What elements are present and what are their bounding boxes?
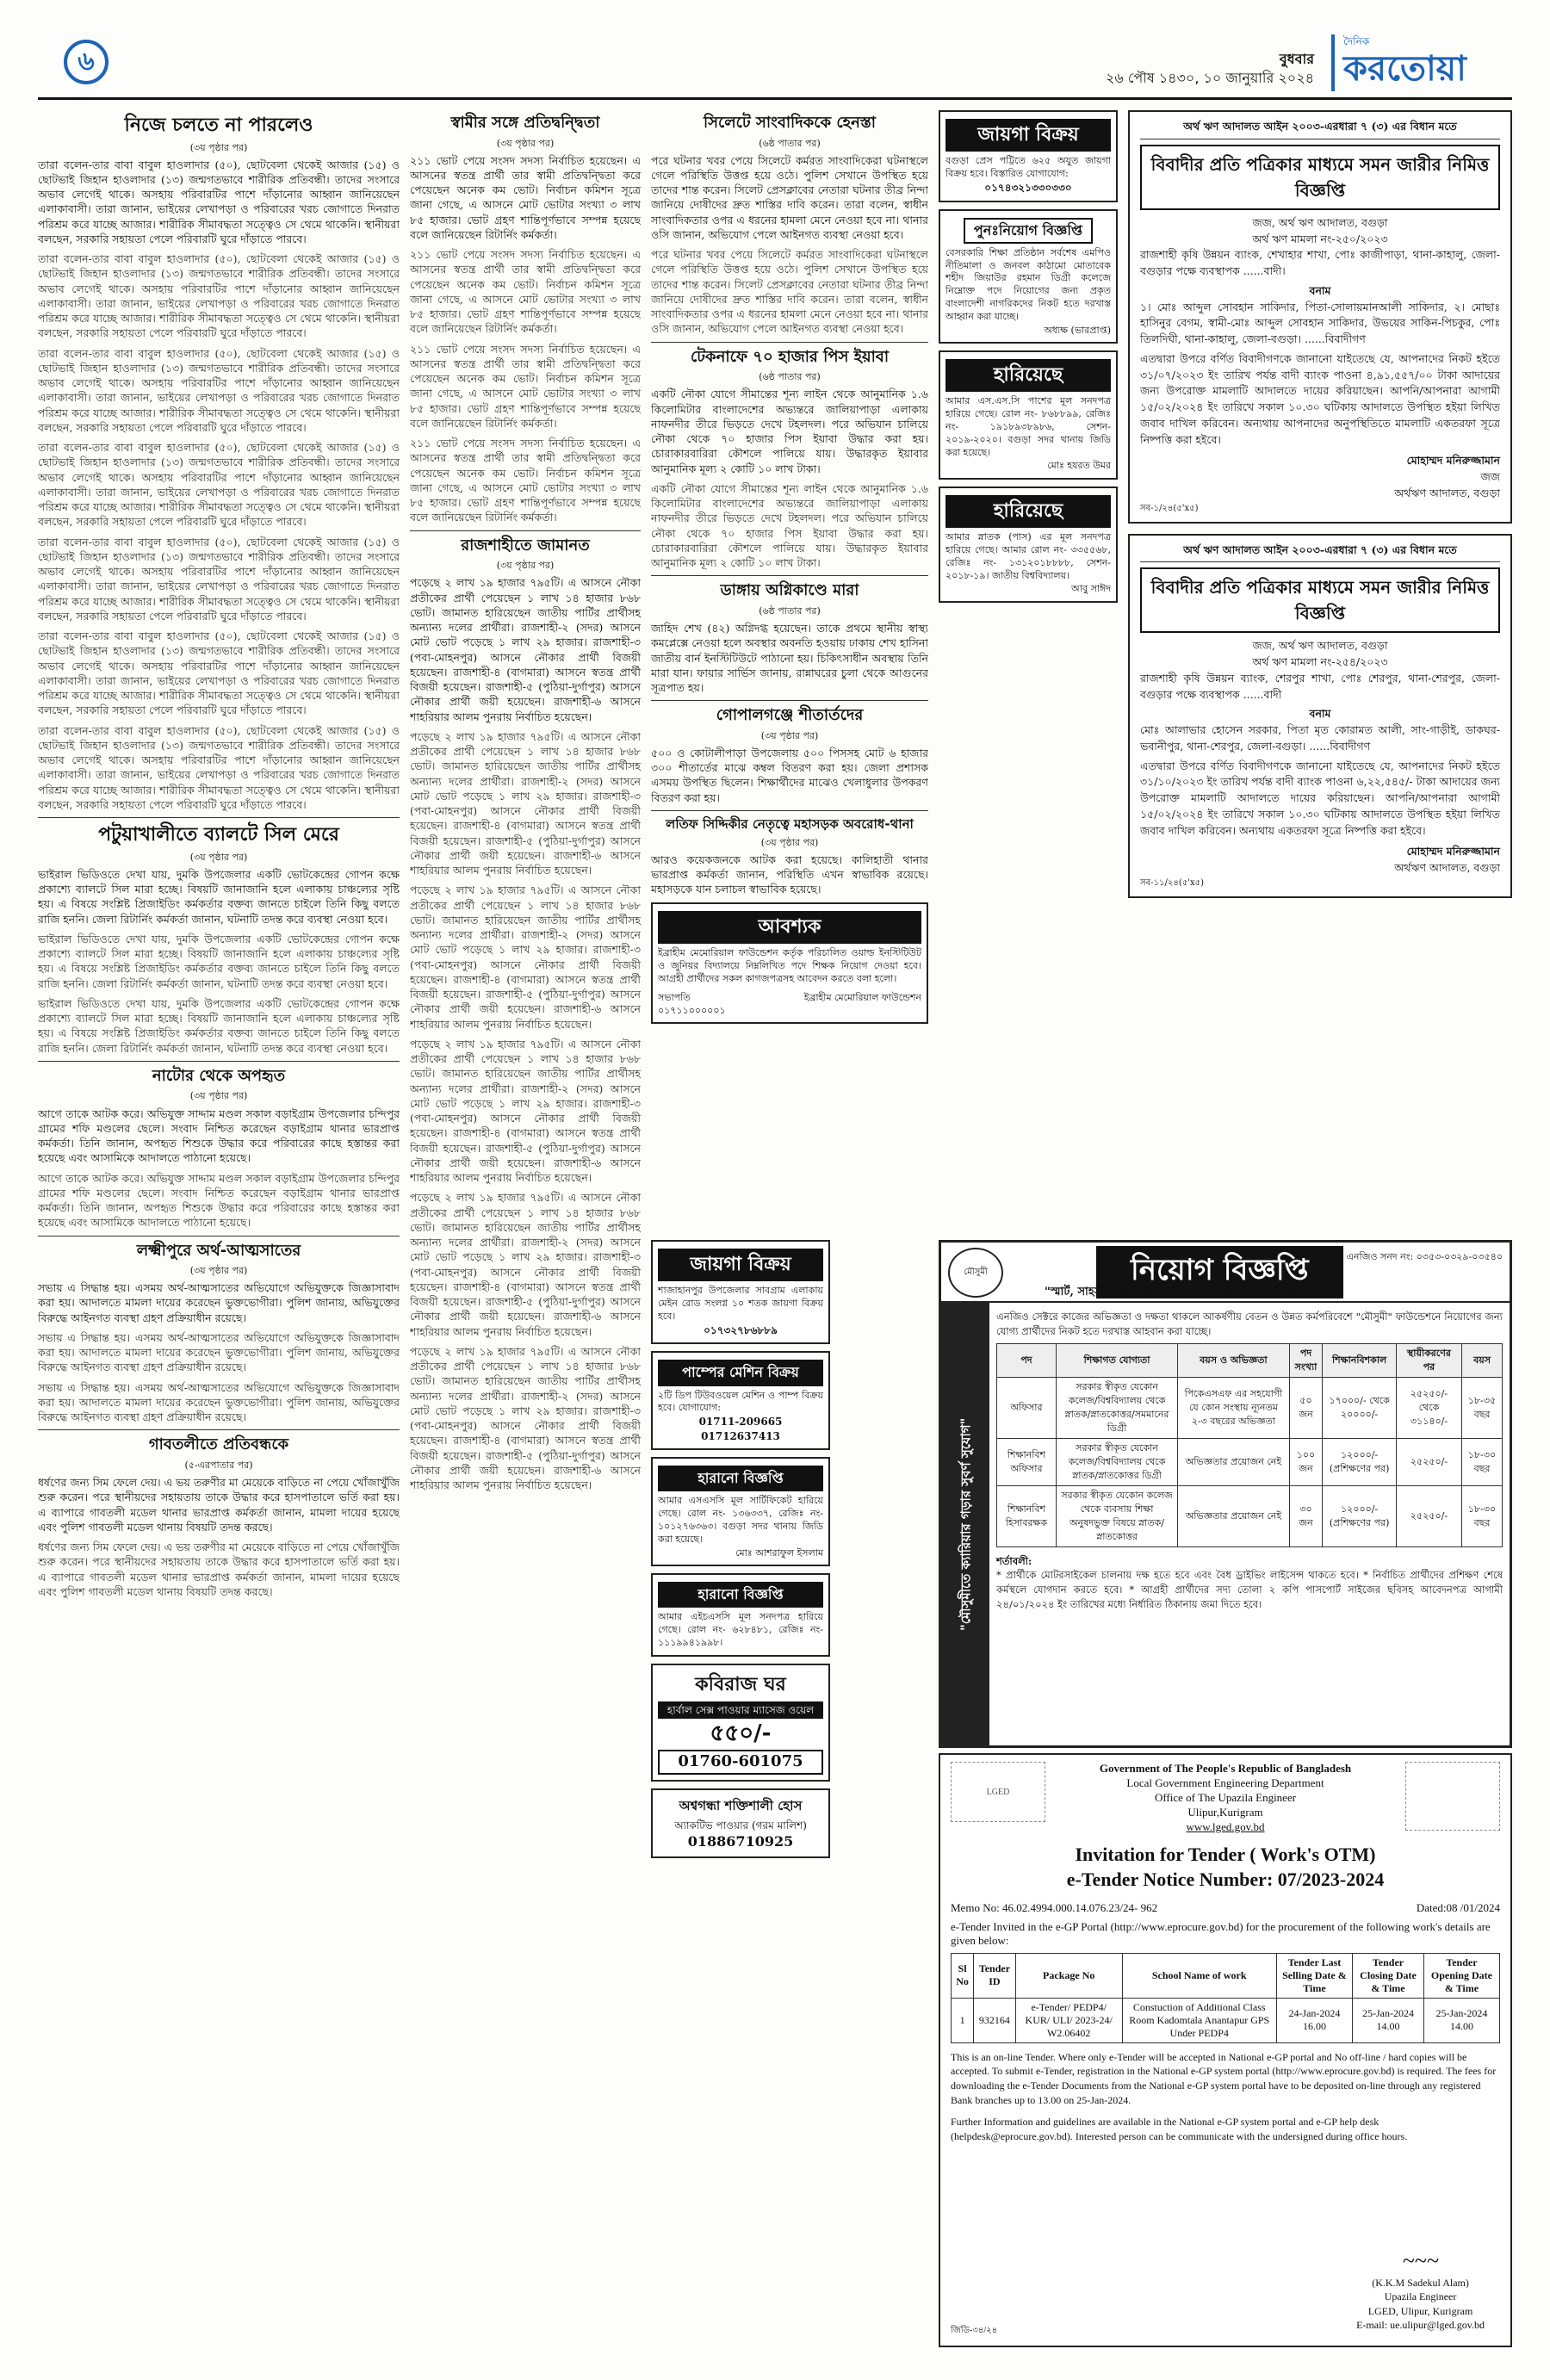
side-banner: "মৌসুমীতে ক্যারিয়ার গড়ার সুবর্ণ সুযোগ" [941,1303,989,1745]
story-body: তারা বলেন-তার বাবা বাবুল হাওলাদার (৫০), ছোটবেলা থেকেই আজার (১৫) ও ছোটভাই জিহান হাওলাদার (১৩) জন্মগতভাবে শারীরিক প্রতিবন্ধী। তাদের সংসারে অভাব লেগেই থাকে। অসহায় পরিবারটির পাশে দাঁড়ানোর আহ্বান জানিয়েছেন এলাকাবাসী। তারা জানান, ভাইয়ের লেখাপড়া ও পরিবারের খরচ জোগাতে দিনরাত পরিশ্রম করে যাচ্ছে আজার। শারীরিক সীমাবদ্ধতা সত্ত্বেও সে থেমে থাকেনি। স্থানীয়রা বলছেন, সরকারি সহায়তা পেলে পরিবারটি ঘুরে দাঁড়াতে পারবে। [38,441,400,529]
story-body: পরে ঘটনার খবর পেয়ে সিলেটে কর্মরত সাংবাদিকেরা ঘটনাস্থলে গেলে পরিস্থিতি উত্তপ্ত হয়ে ওঠে। পুলিশ সেখানে উপস্থিত হয়ে তাদের শান্ত করেন। সিলেট প্রেসক্লাবের নেতারা ঘটনার তীব্র নিন্দা জানিয়ে দোষীদের দ্রুত শাস্তির দাবি করেন। তারা বলেন, স্বাধীন সাংবাদিকতার ওপর এ ধরনের হামলা মেনে নেওয়া হবে না। থানার ওসি জানান, অভিযোগ পেলে আইনগত ব্যবস্থা নেওয়া হবে। [651,153,928,241]
story-body: একটি নৌকা যোগে সীমান্তের শূন্য লাইন থেকে আনুমানিক ১.৬ কিলোমিটার বাংলাদেশের অভ্যন্তরে জালিয়াপাড়া এলাকায় নাফনদীর তীরে ভিড়তে দেখে টহলদল। পরে অভিযান চালিয়ে নৌকা থেকে ৭০ হাজার পিস ইয়াবা উদ্ধার করা হয়। চোরাকারবারিরা কৌশলে পালিয়ে যায়। উদ্ধারকৃত ইয়াবার আনুমানিক মূল্য ২ কোটি ১০ লাখ টাকা। [651,481,928,570]
ad-title: পুনঃনিয়োগ বিজ্ঞপ্তি [964,218,1093,244]
story-body: পড়েছে ২ লাখ ১৯ হাজার ৭৯৫টি। এ আসনে নৌকা প্রতীকের প্রার্থী পেয়েছেন ১ লাখ ১৪ হাজার ৮৬৮ ভোট। জামানত হারিয়েছেন জাতীয় পার্টির প্রার্থীসহ অন্যান্য দলের প্রার্থীরা। রাজশাহী-২ (সদর) আসনে মোট ভোট পড়েছে ১ লাখ ২৯ হাজার। রাজশাহী-৩ (পবা-মোহনপুর) আসনে নৌকার প্রার্থী বিজয়ী হয়েছেন। রাজশাহী-৪ (বাগমারা) আসনে স্বতন্ত্র প্রার্থী বিজয়ী হয়েছেন। রাজশাহী-৫ (পুঠিয়া-দুর্গাপুর) আসনে নৌকার প্রার্থী জয়ী হয়েছেন। রাজশাহী-৬ আসনে শাহরিয়ার আলম পুনরায় নির্বাচিত হয়েছেন। [410,576,641,723]
story-body: ভাইরাল ভিডিওতে দেখা যায়, দুমকি উপজেলার একটি ভোটকেন্দ্রের গোপন কক্ষে প্রকাশ্যে ব্যালটে সিল মারা হচ্ছে। বিষয়টি জানাজানি হলে এলাকায় চাঞ্চল্যের সৃষ্টি হয়। এ বিষয়ে সংশ্লিষ্ট প্রিজাইডিং কর্মকর্তার বক্তব্য জানতে চাইলে তিনি কিছু বলতে রাজি হননি। জেলা রিটার্নিং কর্মকর্তা জানান, ঘটনাটি তদন্ত করে ব্যবস্থা নেওয়া হবে। [38,996,400,1055]
ad-body: ২টি ডিপ টিউবওয়েল মেশিন ও পাম্প বিক্রয় হবে। যোগাযোগ: [658,1389,823,1414]
ad-name: মোঃ হযরত উমর [1047,460,1111,472]
notice-plaintiff: রাজশাহী কৃষি উন্নয়ন ব্যাংক, শেখাহার শাখা, পোঃ কাজীপাড়া, থানা-কাহালু, জেলা-বগুড়ার পক্ষে ব্যবস্থাপক ......বাদী। [1140,248,1500,277]
story-body: ধর্ষণের জন্য সিম ফেলে দেয়। এ ভয় তরুণীর মা মেয়েকে বাড়িতে না পেয়ে খোঁজাখুঁজি শুরু করেন। পরে স্থানীয়দের সহায়তায় তাকে উদ্ধার করে হাসপাতালে ভর্তি করা হয়। এ ব্যাপারে গাবতলী মডেল থানার ভারপ্রাপ্ত কর্মকর্তা জানান, মামলা দায়ের হয়েছে এবং পুলিশ গাবতলী মডেল থানায় বিষয়টি তদন্ত করছে। [38,1476,400,1534]
ad-title: অশ্বগন্ধা শক্তিশালী হোস [679,1798,803,1814]
ad-title: হারিয়েছে [946,495,1111,528]
cell-id: 932164 [974,1998,1016,2042]
portrait-icon [1405,1762,1500,1831]
sig-place: LGED, Ulipur, Kurigram [1367,2304,1473,2317]
story-body: সভায় এ সিদ্ধান্ত হয়। এসময় অর্থ-আত্মসাতের অভিযোগে অভিযুক্তকে জিজ্ঞাসাবাদ করা হয়। আদালতে মামলা দায়ের করেছেন ভুক্তভোগীরা। পুলিশ জানায়, অভিযুক্তের বিরুদ্ধে আইনগত ব্যবস্থা গ্রহণ প্রক্রিয়াধীন রয়েছে। [38,1380,400,1424]
ad-phone: 01886710925 [687,1833,794,1850]
story-body: তারা বলেন-তার বাবা বাবুল হাওলাদার (৫০), ছোটবেলা থেকেই আজার (১৫) ও ছোটভাই জিহান হাওলাদার (১৩) জন্মগতভাবে শারীরিক প্রতিবন্ধী। তাদের সংসারে অভাব লেগেই থাকে। অসহায় পরিবারটির পাশে দাঁড়ানোর আহ্বান জানিয়েছেন এলাকাবাসী। তারা জানান, ভাইয়ের লেখাপড়া ও পরিবারের খরচ জোগাতে দিনরাত পরিশ্রম করে যাচ্ছে আজার। শারীরিক সীমাবদ্ধতা সত্ত্বেও সে থেমে থাকেনি। স্থানীয়রা বলছেন, সরকারি সহায়তা পেলে পরিবারটি ঘুরে দাঁড়াতে পারবে। [38,629,400,717]
ad-body: বগুড়া প্রেস পট্টিতে ৬২৫ অযুত জায়গা বিক্রয় হবে। বিস্তারিত যোগাযোগ: [946,155,1111,180]
ad-phone: 01712637413 [701,1429,780,1442]
recruitment-title: নিয়োগ বিজ্ঞপ্তি [1096,1246,1343,1298]
ad-phone: ০১৭৩২৭৮৬৮৮৯ [704,1323,778,1336]
table-row [997,1378,1503,1439]
story-continued: (৬ষ্ঠ পাতার পর) [759,371,821,383]
ad-title: জায়গা বিক্রয় [946,119,1111,152]
ad-body: বেসরকারি শিক্ষা প্রতিষ্ঠান সর্বশেষ এমপিও নীতিমালা ও জনবল কাঠামো মোতাবেক শহীদ জিয়াউর রহমান ডিগ্রী কলেজে নিম্নোক্ত পদে নিয়োগের জন্য প্রকৃত বাংলাদেশী নাগরিকদের নিকট হতে দরখাস্ত আহ্বান করা যাচ্ছে। [946,246,1111,322]
ad-body: আমার এসএসসি মূল সার্টিফিকেট হারিয়ে গেছে। রোল নং- ১৩৬৩৩৭, রেজিঃ নং- ১০১২৭৬৩৬৩। বগুড়া সদর থানায় জিডি করা হয়েছে। [658,1495,823,1545]
notice-body: এতদ্বারা উপরে বর্ণিত বিবাদীগণকে জানানো যাইতেছে যে, আপনাদের নিকট হইতে ৩১/১০/২০২৩ ইং তারিখ পর্যন্ত বাদী ব্যাংক পাওনা ৬,২২,৫৪৫/- টাকা আদায়ের জন্য উপরোক্ত মামলাটি আদালতে দায়ের করিয়াছেন। আপনি/আপনারা আগামী ১৫/০২/২০২৪ ইং তারিখে সকাল ১০.৩০ ঘটিকায় আদালতে উপস্থিত হইয়া লিখিত জবাব দাখিল করিবেন। অন্যথায় একতরফা সূত্রে নিষ্পত্তি করা হইবে। [1140,759,1500,837]
story-continued: (৩য় পৃষ্ঠার পর) [189,1090,248,1102]
tender-info: Further Information and guidelines are available in the National e-GP system portal and e-GP help desk (helpdesk@eprocure.gov.bd). Interested person can be communicate with the undersigned during office hours. [951,2115,1408,2142]
memo-line [951,1901,1500,1915]
notice-ref: সব-১/২৪(৫'x৫) [1140,503,1199,513]
story-headline: টেকনাফে ৭০ হাজার পিস ইয়াবা [690,347,890,366]
story-headline: নাটোর থেকে অপহৃত [152,1066,286,1085]
table-row [997,1485,1503,1546]
cell-sl: 1 [952,1998,974,2042]
tender-title-1: Invitation for Tender ( Work's OTM) [1075,1844,1376,1866]
ad-body: আমার এস.এস.সি পাশের মূল সনদপত্র হারিয়ে গেছে। রোল নং- ৮৬৮৮৯৯, রেজিঃ নং- ১৯১৮৯৩৮৯৮৬, সেশন- ২০১৯-২০২০। বগুড়া সদর থানায় জিডি করা হয়েছে। [946,395,1111,458]
tender-intro: e-Tender Invited in the e-GP Portal (http://www.eprocure.gov.bd) for the procurement of the following work's details are given below: [951,1919,1491,1947]
masthead [38,34,1512,100]
ad-org: ইব্রাহীম মেমোরিয়াল ফাউন্ডেশন [803,991,921,1003]
ad-subtitle: অ্যাকটিভ পাওয়ার (গরম মালিশ) [674,1819,807,1831]
ad-name: আবু সাঈদ [1071,583,1111,595]
cell-pkg: e-Tender/ PEDP4/ KUR/ ULI/ 2023-24/ W2.06402 [1015,1998,1122,2042]
cell-exp: পিকেএসএফ এর সহযোগী যে কোন সংস্থায় ন্যূনতম ২-৩ বছরের অভিজ্ঞতা [1178,1378,1289,1439]
cell-age: ১৮-৩০ বছর [1462,1485,1503,1546]
notice-plaintiff: রাজশাহী কৃষি উন্নয়ন ব্যাংক, শেরপুর শাখা, পোঃ শেরপুর, থানা-শেরপুর, জেলা-বগুড়ার পক্ষে ব্যবস্থাপক ......বাদী [1140,671,1500,701]
ad-body: ইব্রাহীম মেমোরিয়াল ফাউন্ডেশন কর্তৃক পরিচালিত ওয়াল্ড ইনস্টিটিউট ও জুনিয়র বিদ্যালয়ে নিম্নলিখিত পদে শিক্ষক নিয়োগ দেওয়া হবে। আগ্রহী প্রার্থীদের সকল কাগজপত্রসহ আবেদন করতে বলা হলো। [658,946,921,984]
story-body: তারা বলেন-তার বাবা বাবুল হাওলাদার (৫০), ছোটবেলা থেকেই আজার (১৫) ও ছোটভাই জিহান হাওলাদার (১৩) জন্মগতভাবে শারীরিক প্রতিবন্ধী। তাদের সংসারে অভাব লেগেই থাকে। অসহায় পরিবারটির পাশে দাঁড়ানোর আহ্বান জানিয়েছেন এলাকাবাসী। তারা জানান, ভাইয়ের লেখাপড়া ও পরিবারের খরচ জোগাতে দিনরাত পরিশ্রম করে যাচ্ছে আজার। শারীরিক সীমাবদ্ধতা সত্ত্বেও সে থেমে থাকেনি। স্থানীয়রা বলছেন, সরকারি সহায়তা পেলে পরিবারটি ঘুরে দাঁড়াতে পারবে। [38,158,400,245]
th-age: বয়স [1462,1344,1503,1378]
logo-name: করতোয়া [1343,49,1466,89]
notice-banner: বিবাদীর প্রতি পত্রিকার মাধ্যমে সমন জারীর নিমিত্ত বিজ্ঞপ্তি [1140,567,1500,633]
cell-count: ১০০ জন [1289,1438,1323,1485]
story-continued: (৫-এরপাতার পর) [184,1459,253,1471]
ad-title: হারানো বিজ্ঞপ্তি [658,1466,823,1491]
divider [651,810,928,811]
story-headline: নিজে চলতে না পারলেও [124,115,313,136]
story-body: ২১১ ভোট পেয়ে সংসদ সদস্য নির্বাচিত হয়েছেন। এ আসনের স্বতন্ত্র প্রার্থী তার স্বামী প্রতিদ্বন্দ্বিতা করে পেয়েছেন অনেক কম ভোট। নির্বাচন কমিশন সূত্রে জানা গেছে, এ আসনে মোট ভোটার সংখ্যা ৩ লাখ ৮৫ হাজার। ভোট গ্রহণ শান্তিপূর্ণভাবে সম্পন্ন হয়েছে বলে জানিয়েছেন রিটার্নিং কর্মকর্তা। [410,153,641,241]
story-body: পড়েছে ২ লাখ ১৯ হাজার ৭৯৫টি। এ আসনে নৌকা প্রতীকের প্রার্থী পেয়েছেন ১ লাখ ১৪ হাজার ৮৬৮ ভোট। জামানত হারিয়েছেন জাতীয় পার্টির প্রার্থীসহ অন্যান্য দলের প্রার্থীরা। রাজশাহী-২ (সদর) আসনে মোট ভোট পড়েছে ১ লাখ ২৯ হাজার। রাজশাহী-৩ (পবা-মোহনপুর) আসনে নৌকার প্রার্থী বিজয়ী হয়েছেন। রাজশাহী-৪ (বাগমারা) আসনে স্বতন্ত্র প্রার্থী বিজয়ী হয়েছেন। রাজশাহী-৫ (পুঠিয়া-দুর্গাপুর) আসনে নৌকার প্রার্থী জয়ী হয়েছেন। রাজশাহী-৬ আসনে শাহরিয়ার আলম পুনরায় নির্বাচিত হয়েছেন। [410,1344,641,1492]
ad-phone: ০১৭১১০০০০০১ [658,1004,726,1016]
ad-subtitle: হার্বাল সেক্স পাওয়ার ম্যাসেজ ওয়েল [658,1701,823,1720]
cell-exp: অভিজ্ঞতার প্রয়োজন নেই [1178,1438,1289,1485]
th-edu: শিক্ষাগত যোগ্যতা [1056,1344,1177,1378]
ad-body: আমার এইচএসসি মূল সনদপত্র হারিয়ে গেছে। রোল নং- ৬২৮৪৮১, রেজিঃ নং- ১১১৯৯৪১৯৯৮। [658,1611,823,1648]
th-sl: Sl No [952,1953,974,1998]
recruitment-intro: এনজিও সেক্টরে কাজের অভিজ্ঞতা ও দক্ষতা থাকলে আকর্ষণীয় বেতন ও উন্নত কর্মপরিবেশে "মৌসুমী" ফাউন্ডেশনে নিয়োগের জন্য যোগ্য প্রার্থীদের নিকট হতে দরখাস্ত আহবান করা যাচ্ছে। [996,1311,1503,1337]
horse-ad [651,1788,830,1858]
gov-name: Government of The People's Republic of Bangladesh [1099,1762,1352,1775]
story-continued: (৩য় পৃষ্ঠার পর) [189,1265,248,1277]
story-continued: (৩য় পৃষ্ঠার পর) [189,851,248,863]
story-headline: স্বামীর সঙ্গে প্রতিদ্বন্দ্বিতা [450,114,600,132]
notice-banner: বিবাদীর প্রতি পত্রিকার মাধ্যমে সমন জারীর নিমিত্ত বিজ্ঞপ্তি [1140,145,1500,210]
story-headline: গোপালগঞ্জে শীতার্তদের [716,706,864,725]
tender-title [951,1843,1500,1892]
notice-law: অর্থ ঋণ আদালত আইন ২০০৩-এরধারা ৭ (৩) এর বিধান মতে [1140,542,1500,563]
th-post: পদ [997,1344,1057,1378]
story-continued: (৩য় পৃষ্ঠার পর) [189,141,248,153]
table-row [952,1998,1500,2042]
divider [410,530,641,531]
story-headline: পটুয়াখালীতে ব্যালটে সিল মেরে [98,824,339,846]
story-body: একটি নৌকা যোগে সীমান্তের শূন্য লাইন থেকে আনুমানিক ১.৬ কিলোমিটার বাংলাদেশের অভ্যন্তরে জালিয়াপাড়া এলাকায় নাফনদীর তীরে ভিড়তে দেখে টহলদল। পরে অভিযান চালিয়ে নৌকা থেকে ৭০ হাজার পিস ইয়াবা উদ্ধার করা হয়। চোরাকারবারিরা কৌশলে পালিয়ে যায়। উদ্ধারকৃত ইয়াবার আনুমানিক মূল্য ২ কোটি ১০ লাখ টাকা। [651,387,928,475]
cell-train: ১২০০০/- (প্রশিক্ষণের পর) [1323,1438,1396,1485]
memo-date: Dated:08 /01/2024 [1416,1900,1500,1914]
cell-school: Constuction of Additional Class Room Kadomtala Anantapur GPS Under PEDP4 [1122,1998,1276,2042]
lost-ad [939,350,1118,480]
column-1 [38,110,400,2349]
tender-title-2: e-Tender Notice Number: 07/2023-2024 [1066,1869,1385,1891]
lost-ad [939,487,1118,603]
notice-defendants: ১। মোঃ আব্দুল সোবহান সাকিদার, পিতা-সোলায়মানআলী সাকিদার, ২। মোছাঃ হাসিনুর বেগম, স্বামী-মোঃ আব্দুল সোবহান সাকিদার, উভয়ের সাকিন-পিচকুর, পোঃ তিলদিঘী, থানা-কাহালু, জেলা-বগুড়া। ......বিবাদীগণ [1140,300,1500,345]
cell-edu: সরকার স্বীকৃত যেকোন কলেজ/বিশ্ববিদ্যালয় থেকে স্নাতক/স্নাতকোত্তর/সমমানের ডিগ্রী [1056,1378,1177,1439]
notice-court: জজ, অর্থ ঋণ আদালত, বগুড়া [1252,639,1388,653]
divider [651,575,928,576]
story-body: পড়েছে ২ লাখ ১৯ হাজার ৭৯৫টি। এ আসনে নৌকা প্রতীকের প্রার্থী পেয়েছেন ১ লাখ ১৪ হাজার ৮৬৮ ভোট। জামানত হারিয়েছেন জাতীয় পার্টির প্রার্থীসহ অন্যান্য দলের প্রার্থীরা। রাজশাহী-২ (সদর) আসনে মোট ভোট পড়েছে ১ লাখ ২৯ হাজার। রাজশাহী-৩ (পবা-মোহনপুর) আসনে নৌকার প্রার্থী বিজয়ী হয়েছেন। রাজশাহী-৪ (বাগমারা) আসনে স্বতন্ত্র প্রার্থী বিজয়ী হয়েছেন। রাজশাহী-৫ (পুঠিয়া-দুর্গাপুর) আসনে নৌকার প্রার্থী জয়ী হয়েছেন। রাজশাহী-৬ আসনে শাহরিয়ার আলম পুনরায় নির্বাচিত হয়েছেন। [410,883,641,1031]
cell-last: 24-Jan-2024 16.00 [1276,1998,1352,2042]
court-notice [1128,110,1512,524]
office-name: Office of The Upazila Engineer [1154,1790,1297,1804]
tender-table [951,1953,1500,2043]
notice-judge: মোহাম্মদ মনিরুজ্জামান [1406,454,1500,468]
notice-court: জজ, অর্থ ঋণ আদালত, বগুড়া [1252,215,1388,229]
ad-title: আবশ্যক [658,911,921,944]
ad-title: হারানো বিজ্ঞপ্তি [658,1582,823,1608]
recruitment-body [996,1310,1503,1740]
weekday: বুধবার [1279,51,1314,67]
story-continued: (৩য় পৃষ্ঠার পর) [496,137,555,149]
story-body: ধর্ষণের জন্য সিম ফেলে দেয়। এ ভয় তরুণীর মা মেয়েকে বাড়িতে না পেয়ে খোঁজাখুঁজি শুরু করেন। পরে স্থানীয়দের সহায়তায় তাকে উদ্ধার করে হাসপাতালে ভর্তি করা হয়। এ ব্যাপারে গাবতলী মডেল থানার ভারপ্রাপ্ত কর্মকর্তা জানান, মামলা দায়ের হয়েছে এবং পুলিশ গাবতলী মডেল থানায় বিষয়টি তদন্ত করছে। [38,1540,400,1598]
story-body: আগে তাকে আটক করে। অভিযুক্ত সাদ্দাম মণ্ডল সকাল বড়াইগ্রাম উপজেলার চন্দিপুর গ্রামের শফি মণ্ডলের ছেলে। সংবাদ নিশ্চিত করেছেন বড়াইগ্রাম থানার ভারপ্রাপ্ত কর্মকর্তা। তিনি জানান, অপহৃত শিশুকে উদ্ধার করে পরিবারের কাছে হস্তান্তর করা হয়েছে এবং আসামিকে আদালতে পাঠানো হয়েছে। [38,1171,400,1230]
story-continued: (৩য় পৃষ্ঠার পর) [496,560,555,572]
ad-title: কবিরাজ ঘর [695,1673,786,1695]
divider [38,1061,400,1062]
cell-post: শিক্ষানবিশ হিসাবরক্ষক [997,1485,1057,1546]
tender-ref: জিডি-৩৪/২৪ [951,2326,998,2335]
story-body: পড়েছে ২ লাখ ১৯ হাজার ৭৯৫টি। এ আসনে নৌকা প্রতীকের প্রার্থী পেয়েছেন ১ লাখ ১৪ হাজার ৮৬৮ ভোট। জামানত হারিয়েছেন জাতীয় পার্টির প্রার্থীসহ অন্যান্য দলের প্রার্থীরা। রাজশাহী-২ (সদর) আসনে মোট ভোট পড়েছে ১ লাখ ২৯ হাজার। রাজশাহী-৩ (পবা-মোহনপুর) আসনে নৌকার প্রার্থী বিজয়ী হয়েছেন। রাজশাহী-৪ (বাগমারা) আসনে স্বতন্ত্র প্রার্থী বিজয়ী হয়েছেন। রাজশাহী-৫ (পুঠিয়া-দুর্গাপুর) আসনে নৌকার প্রার্থী জয়ী হয়েছেন। রাজশাহী-৬ আসনে শাহরিয়ার আলম পুনরায় নির্বাচিত হয়েছেন। [410,1191,641,1338]
story-body: ২১১ ভোট পেয়ে সংসদ সদস্য নির্বাচিত হয়েছেন। এ আসনের স্বতন্ত্র প্রার্থী তার স্বামী প্রতিদ্বন্দ্বিতা করে পেয়েছেন অনেক কম ভোট। নির্বাচন কমিশন সূত্রে জানা গেছে, এ আসনে মোট ভোটার সংখ্যা ৩ লাখ ৮৫ হাজার। ভোট গ্রহণ শান্তিপূর্ণভাবে সম্পন্ন হয়েছে বলে জানিয়েছেন রিটার্নিং কর্মকর্তা। [410,437,641,524]
court-notice [1128,534,1512,898]
story-body: ৫০০ ও কোটালীপাড়া উপজেলায় ৫০০ পিসসহ মোট ৬ হাজার ৩০০ শীতার্তের মাঝে কম্বল বিতরণ করা হয়। জেলা প্রশাসক এসময় উপস্থিত ছিলেন। শিক্ষার্থীদের মাঝেও খেলাধুলার উপকরণ বিতরণ করা হয়। [651,746,928,804]
signature-scribble-icon: ~~~ [1402,2248,1439,2274]
story-continued: (৩য় পৃষ্ঠার পর) [760,729,819,741]
story-body: পরে ঘটনার খবর পেয়ে সিলেটে কর্মরত সাংবাদিকেরা ঘটনাস্থলে গেলে পরিস্থিতি উত্তপ্ত হয়ে ওঠে। পুলিশ সেখানে উপস্থিত হয়ে তাদের শান্ত করেন। সিলেট প্রেসক্লাবের নেতারা ঘটনার তীব্র নিন্দা জানিয়ে দোষীদের দ্রুত শাস্তির দাবি করেন। তারা বলেন, স্বাধীন সাংবাদিকতার ওপর এ ধরনের হামলা মেনে নেওয়া হবে না। থানার ওসি জানান, অভিযোগ পেলে আইনগত ব্যবস্থা নেওয়া হবে। [651,248,928,336]
cell-train: ১৭০০০/- থেকে ২০০০০/- [1323,1378,1396,1439]
story-body: পড়েছে ২ লাখ ১৯ হাজার ৭৯৫টি। এ আসনে নৌকা প্রতীকের প্রার্থী পেয়েছেন ১ লাখ ১৪ হাজার ৮৬৮ ভোট। জামানত হারিয়েছেন জাতীয় পার্টির প্রার্থীসহ অন্যান্য দলের প্রার্থীরা। রাজশাহী-২ (সদর) আসনে মোট ভোট পড়েছে ১ লাখ ২৯ হাজার। রাজশাহী-৩ (পবা-মোহনপুর) আসনে নৌকার প্রার্থী বিজয়ী হয়েছেন। রাজশাহী-৪ (বাগমারা) আসনে স্বতন্ত্র প্রার্থী বিজয়ী হয়েছেন। রাজশাহী-৫ (পুঠিয়া-দুর্গাপুর) আসনে নৌকার প্রার্থী জয়ী হয়েছেন। রাজশাহী-৬ আসনে শাহরিয়ার আলম পুনরায় নির্বাচিত হয়েছেন। [410,1037,641,1185]
story-body: তারা বলেন-তার বাবা বাবুল হাওলাদার (৫০), ছোটবেলা থেকেই আজার (১৫) ও ছোটভাই জিহান হাওলাদার (১৩) জন্মগতভাবে শারীরিক প্রতিবন্ধী। তাদের সংসারে অভাব লেগেই থাকে। অসহায় পরিবারটির পাশে দাঁড়ানোর আহ্বান জানিয়েছেন এলাকাবাসী। তারা জানান, ভাইয়ের লেখাপড়া ও পরিবারের খরচ জোগাতে দিনরাত পরিশ্রম করে যাচ্ছে আজার। শারীরিক সীমাবদ্ধতা সত্ত্বেও সে থেমে থাকেনি। স্থানীয়রা বলছেন, সরকারি সহায়তা পেলে পরিবারটি ঘুরে দাঁড়াতে পারবে। [38,252,400,340]
story-headline: সিলেটে সাংবাদিককে হেনস্তা [703,114,877,132]
ad-sig: অধ্যক্ষ (ভারপ্রাপ্ত) [1044,324,1111,336]
th-open: Tender Opening Date & Time [1423,1953,1499,1998]
terms-title: শর্তাবলী: [996,1554,1032,1567]
sig-email: E-mail: ue.ulipur@lged.gov.bd [1356,2318,1485,2331]
story-body: ২১১ ভোট পেয়ে সংসদ সদস্য নির্বাচিত হয়েছেন। এ আসনের স্বতন্ত্র প্রার্থী তার স্বামী প্রতিদ্বন্দ্বিতা করে পেয়েছেন অনেক কম ভোট। নির্বাচন কমিশন সূত্রে জানা গেছে, এ আসনে মোট ভোটার সংখ্যা ৩ লাখ ৮৫ হাজার। ভোট গ্রহণ শান্তিপূর্ণভাবে সম্পন্ন হয়েছে বলে জানিয়েছেন রিটার্নিং কর্মকর্তা। [410,342,641,430]
pump-sale-ad [651,1351,830,1450]
tender-terms: This is an on-line Tender. Where only e-Tender will be accepted in National e-GP portal and No off-line / hard copies will be accepted. To submit e-Tender, registration in the National e-GP system portal (http://www.eprocure.gov.bd) is required. The fees for downloading the e-Tender Documents from the National e-GP system portal have to be deposited on-line through any registered Bank branches up to 13.00 on 25-Jan-2024. [951,2050,1497,2107]
story-body: ভাইরাল ভিডিওতে দেখা যায়, দুমকি উপজেলার একটি ভোটকেন্দ্রের গোপন কক্ষে প্রকাশ্যে ব্যালটে সিল মারা হচ্ছে। বিষয়টি জানাজানি হলে এলাকায় চাঞ্চল্যের সৃষ্টি হয়। এ বিষয়ে সংশ্লিষ্ট প্রিজাইডিং কর্মকর্তার বক্তব্য জানতে চাইলে তিনি কিছু বলতে রাজি হননি। জেলা রিটার্নিং কর্মকর্তা জানান, ঘটনাটি তদন্ত করে ব্যবস্থা নেওয়া হবে। [38,867,400,926]
newspaper-logo [1331,34,1512,91]
cell-count: ৫০ জন [1289,1378,1323,1439]
cell-perm: ২৫২৫০/- [1396,1438,1461,1485]
cell-close: 25-Jan-2024 14.00 [1353,1998,1424,2042]
ad-name: মোঃ আশরাফুল ইসলাম [735,1546,823,1559]
land-sale-ad [939,110,1118,202]
org-logo: মৌসুমী [948,1248,1003,1298]
page-number: ৬ [64,40,108,84]
th-pkg: Package No [1015,1953,1122,1998]
tender-notice [939,1753,1512,2347]
story-body: ২১১ ভোট পেয়ে সংসদ সদস্য নির্বাচিত হয়েছেন। এ আসনের স্বতন্ত্র প্রার্থী তার স্বামী প্রতিদ্বন্দ্বিতা করে পেয়েছেন অনেক কম ভোট। নির্বাচন কমিশন সূত্রে জানা গেছে, এ আসনে মোট ভোটার সংখ্যা ৩ লাখ ৮৫ হাজার। ভোট গ্রহণ শান্তিপূর্ণভাবে সম্পন্ন হয়েছে বলে জানিয়েছেন রিটার্নিং কর্মকর্তা। [410,248,641,336]
cell-perm: ২৫২৫০/- [1396,1485,1461,1546]
divider [38,817,400,818]
cell-train: ১২০০০/- (প্রশিক্ষণের পর) [1323,1485,1396,1546]
ad-phone: 01711-209665 [698,1416,783,1429]
th-count: পদ সংখ্যা [1289,1344,1323,1378]
ngo-registration: এনজিও সনদ নং: ০৩৫৩-০৩২৯-০৩৫৪০ [1346,1251,1503,1262]
lost-notice-ad [651,1573,830,1657]
story-headline: লতিফ সিদ্দিকীর নেতৃত্বে মহাসড়ক অবরোধ-থানা [666,815,914,832]
story-headline: রাজশাহীতে জামানত [461,536,590,555]
th-id: Tender ID [974,1953,1016,1998]
lost-notice-ad [651,1457,830,1566]
th-last: Tender Last Selling Date & Time [1276,1953,1352,1998]
th-perm: স্থায়ীকরণের পর [1396,1344,1461,1378]
website: www.lged.gov.bd [1186,1819,1265,1833]
cell-age: ১৮-৩৫ বছর [1462,1378,1503,1439]
story-headline: ডাঙ্গায় অগ্নিকাণ্ডে মারা [720,581,859,600]
story-body: পড়েছে ২ লাখ ১৯ হাজার ৭৯৫টি। এ আসনে নৌকা প্রতীকের প্রার্থী পেয়েছেন ১ লাখ ১৪ হাজার ৮৬৮ ভোট। জামানত হারিয়েছেন জাতীয় পার্টির প্রার্থীসহ অন্যান্য দলের প্রার্থীরা। রাজশাহী-২ (সদর) আসনে মোট ভোট পড়েছে ১ লাখ ২৯ হাজার। রাজশাহী-৩ (পবা-মোহনপুর) আসনে নৌকার প্রার্থী বিজয়ী হয়েছেন। রাজশাহী-৪ (বাগমারা) আসনে স্বতন্ত্র প্রার্থী বিজয়ী হয়েছেন। রাজশাহী-৫ (পুঠিয়া-দুর্গাপুর) আসনে নৌকার প্রার্থী জয়ী হয়েছেন। রাজশাহী-৬ আসনে শাহরিয়ার আলম পুনরায় নির্বাচিত হয়েছেন। [410,729,641,877]
story-body: তারা বলেন-তার বাবা বাবুল হাওলাদার (৫০), ছোটবেলা থেকেই আজার (১৫) ও ছোটভাই জিহান হাওলাদার (১৩) জন্মগতভাবে শারীরিক প্রতিবন্ধী। তাদের সংসারে অভাব লেগেই থাকে। অসহায় পরিবারটির পাশে দাঁড়ানোর আহ্বান জানিয়েছেন এলাকাবাসী। তারা জানান, ভাইয়ের লেখাপড়া ও পরিবারের খরচ জোগাতে দিনরাত পরিশ্রম করে যাচ্ছে আজার। শারীরিক সীমাবদ্ধতা সত্ত্বেও সে থেমে থাকেনি। স্থানীয়রা বলছেন, সরকারি সহায়তা পেলে পরিবারটি ঘুরে দাঁড়াতে পারবে। [38,723,400,811]
ad-price: ৫৫০/- [710,1720,772,1747]
story-body: সভায় এ সিদ্ধান্ত হয়। এসময় অর্থ-আত্মসাতের অভিযোগে অভিযুক্তকে জিজ্ঞাসাবাদ করা হয়। আদালতে মামলা দায়ের করেছেন ভুক্তভোগীরা। পুলিশ জানায়, অভিযুক্তের বিরুদ্ধে আইনগত ব্যবস্থা গ্রহণ প্রক্রিয়াধীন রয়েছে। [38,1330,400,1374]
office-place: Ulipur,Kurigram [1187,1805,1263,1819]
cell-edu: সরকার স্বীকৃত যেকোন কলেজ থেকে ব্যবসায় শিক্ষা অনুষদভুক্ত বিষয়ে স্নাতক/স্নাতকোত্তর [1056,1485,1177,1546]
column-3 [651,110,928,1230]
date: ২৬ পৌষ ১৪৩০, ১০ জানুয়ারি ২০২৪ [1106,69,1314,86]
story-body: সভায় এ সিদ্ধান্ত হয়। এসময় অর্থ-আত্মসাতের অভিযোগে অভিযুক্তকে জিজ্ঞাসাবাদ করা হয়। আদালতে মামলা দায়ের করেছেন ভুক্তভোগীরা। পুলিশ জানায়, অভিযুক্তের বিরুদ্ধে আইনগত ব্যবস্থা গ্রহণ প্রক্রিয়াধীন রয়েছে। [38,1281,400,1324]
notice-versus: বনাম [1309,707,1331,721]
terms-body: * প্রার্থীকে মোটরসাইকেল চালনায় দক্ষ হতে হবে এবং বৈধ ড্রাইভিং লাইসেন্স থাকতে হবে। * নির্বাচিত প্রার্থীদের প্রশিক্ষণ শেষে কর্মস্থলে যোগদান করতে হবে। * আগ্রহী প্রার্থীদের সদ্য তোলা ২ কপি পাসপোর্ট সাইজের ছবিসহ আবেদনপত্র আগামী ২৪/০১/২০২৪ ইং তারিখের মধ্যে নির্ধারিত ঠিকানায় জমা দিতে হবে। [996,1569,1503,1610]
cell-count: ৩০ জন [1289,1485,1323,1546]
sig-title: Upazila Engineer [1384,2290,1457,2303]
ad-phone: ০১৭৪৩২১৩৩০৩৩০ [984,182,1072,195]
table-row [997,1438,1503,1485]
notice-case: অর্থ ঋণ মামলা নং-২৫৪/২০২৩ [1252,655,1388,668]
th-school: School Name of work [1122,1953,1276,1998]
column-5-notices [1128,110,1512,1264]
memo-no: Memo No: 46.02.4994.000.14.076.23/24- 962 [951,1900,1158,1914]
ad-title: জায়গা বিক্রয় [658,1249,823,1281]
notice-body: এতদ্বারা উপরে বর্ণিত বিবাদীগণকে জানানো যাইতেছে যে, আপনাদের নিকট হইতে ৩১/০৭/২০২৩ ইং তারিখ পর্যন্ত বাদী ব্যাংক পাওনা ৪,৯১,৫৫৭/০০ টাকা আদায়ের জন্য উপরোক্ত মামলাটি আদালতে দায়ের করিয়াছেন। আপনি/আপনারা আগামী ১৫/০২/২০২৪ ইং তারিখে সকাল ১০.৩০ ঘটিকায় আদালতে উপস্থিত হইয়া লিখিত জবাব দাখিল করিবেন। অন্যথায় আপনাদের অনুপস্থিতিতে মামলাটি একতরফা সূত্রে নিষ্পত্তি করা হইবে। [1140,351,1500,446]
story-continued: (৩য় পৃষ্ঠার পর) [760,836,819,848]
th-exp: বয়স ও অভিজ্ঞতা [1178,1344,1289,1378]
ad-title: হারিয়েছে [946,359,1111,392]
ad-body: আমার স্নাতক (পাস) এর মূল সনদপত্র হারিয়ে গেছে। আমার রোল নং- ৩৩৫৫৬৮, রেজিঃ নং- ১৩১২০১৮৮৮৮, সেশন- ২০১৮-১৯। জাতীয় বিশ্ববিদ্যালয়। [946,531,1111,581]
cell-post: শিক্ষানবিশ অফিসার [997,1438,1057,1485]
tender-signature [1356,2246,1485,2332]
story-body: জাহিদ শেখ (৪২) অগ্নিদগ্ধ হয়েছেন। তাকে প্রথমে স্থানীয় স্বাস্থ্য কমপ্লেক্সে নেওয়া হলে অবস্থার অবনতি হওয়ায় ঢাকায় শেখ হাসিনা জাতীয় বার্ন ইনস্টিটিউটে পাঠানো হয়। চিকিৎসাধীন অবস্থায় তিনি মারা যান। ফায়ার সার্ভিস জানায়, রান্নাঘরের চুলা থেকে আগুনের সূত্রপাত হয়। [651,622,928,695]
kabiraj-ad [651,1664,830,1782]
story-body: তারা বলেন-তার বাবা বাবুল হাওলাদার (৫০), ছোটবেলা থেকেই আজার (১৫) ও ছোটভাই জিহান হাওলাদার (১৩) জন্মগতভাবে শারীরিক প্রতিবন্ধী। তাদের সংসারে অভাব লেগেই থাকে। অসহায় পরিবারটির পাশে দাঁড়ানোর আহ্বান জানিয়েছেন এলাকাবাসী। তারা জানান, ভাইয়ের লেখাপড়া ও পরিবারের খরচ জোগাতে দিনরাত পরিশ্রম করে যাচ্ছে আজার। শারীরিক সীমাবদ্ধতা সত্ত্বেও সে থেমে থাকেনি। স্থানীয়রা বলছেন, সরকারি সহায়তা পেলে পরিবারটি ঘুরে দাঁড়াতে পারবে। [38,346,400,434]
story-headline: গাবতলীতে প্রতিবন্ধকে [148,1435,289,1454]
notice-ref: সব-১১/২৪(৫'x৫) [1140,877,1205,888]
logo-small: দৈনিক [1343,35,1370,47]
story-body: তারা বলেন-তার বাবা বাবুল হাওলাদার (৫০), ছোটবেলা থেকেই আজার (১৫) ও ছোটভাই জিহান হাওলাদার (১৩) জন্মগতভাবে শারীরিক প্রতিবন্ধী। তাদের সংসারে অভাব লেগেই থাকে। অসহায় পরিবারটির পাশে দাঁড়ানোর আহ্বান জানিয়েছেন এলাকাবাসী। তারা জানান, ভাইয়ের লেখাপড়া ও পরিবারের খরচ জোগাতে দিনরাত পরিশ্রম করে যাচ্ছে আজার। শারীরিক সীমাবদ্ধতা সত্ত্বেও সে থেমে থাকেনি। স্থানীয়রা বলছেন, সরকারি সহায়তা পেলে পরিবারটি ঘুরে দাঁড়াতে পারবে। [38,535,400,623]
notice-judge: মোহাম্মদ মনিরুজ্জামান [1406,845,1500,858]
lged-emblem-icon: LGED [951,1762,1045,1822]
cell-post: অফিসার [997,1378,1057,1439]
story-continued: (৬ষ্ঠ পাতার পর) [759,137,821,149]
wanted-ad [651,902,928,1024]
notice-judge-title: জজ [1480,470,1500,483]
divider [38,1429,400,1430]
notice-versus: বনাম [1309,283,1331,297]
recruitment-slogan: "স্মার্ট, সাহসী এবং গতিশীলদের জন্য চাকরির সুবর্ণ সুযোগ" [1045,1286,1310,1298]
story-continued: (৬ষ্ঠ পাতার পর) [759,604,821,617]
dept-name: Local Government Engineering Department [1126,1776,1324,1789]
recruitment-ad [939,1240,1512,1748]
story-body: আরও কয়েকজনকে আটক করা হয়েছে। কালিহাতী থানার ভারপ্রাপ্ত কর্মকর্তা জানান, পরিস্থিতি এখন স্বাভাবিক রয়েছে। মহাসড়কে যান চলাচল স্বাভাবিক হয়েছে। [651,852,928,896]
column-2b-classifieds [651,1240,830,2351]
notice-judge-title: অর্থঋণ আদালত, বগুড়া [1394,861,1500,874]
ad-title: পাম্পের মেশিন বিক্রয় [658,1360,823,1385]
story-headline: লক্ষ্মীপুরে অর্থ-আত্মসাতের [136,1241,301,1260]
positions-table [996,1343,1503,1546]
ad-contact: সভাপতি [658,991,691,1003]
notice-law: অর্থ ঋণ আদালত আইন ২০০৩-এরধারা ৭ (৩) এর বিধান মতে [1140,119,1500,139]
notice-case: অর্থ ঋণ মামলা নং-২৫০/২০২৩ [1252,232,1388,245]
notice-defendants: মোঃ আলাভার হোসেন সরকার, পিতা মৃত কোরামত আলী, সাং-গাড়ীই, ডাকঘর-ভবানীপুর, থানা-শেরপুর, জেলা-বগুড়া। ......বিবাদীগণ [1140,723,1500,753]
column-2 [410,110,641,2349]
sig-name: (K.K.M Sadekul Alam) [1372,2277,1469,2290]
th-close: Tender Closing Date & Time [1353,1953,1424,1998]
th-train: শিক্ষানবিশকাল [1323,1344,1396,1378]
cell-age: ১৮-৩০ বছর [1462,1438,1503,1485]
story-body: আগে তাকে আটক করে। অভিযুক্ত সাদ্দাম মণ্ডল সকাল বড়াইগ্রাম উপজেলার চন্দিপুর গ্রামের শফি মণ্ডলের ছেলে। সংবাদ নিশ্চিত করেছেন বড়াইগ্রাম থানার ভারপ্রাপ্ত কর্মকর্তা। তিনি জানান, অপহৃত শিশুকে উদ্ধার করে পরিবারের কাছে হস্তান্তর করা হয়েছে এবং আসামিকে আদালতে পাঠানো হয়েছে। [38,1106,400,1165]
recruitment-header [941,1243,1510,1303]
cell-open: 25-Jan-2024 14.00 [1423,1998,1499,2042]
notice-judge-court: অর্থঋণ আদালত, বগুড়া [1394,486,1500,499]
ad-phone: 01760-601075 [658,1750,823,1775]
cell-exp: অভিজ্ঞতার প্রয়োজন নেই [1178,1485,1289,1546]
divider [651,342,928,343]
ad-body: শাজাহানপুর উপজেলার সাবগ্রাম এলাকায় মেইন রোড সংলগ্ন ১০ শতক জায়গা বিক্রয় হবে। [658,1285,823,1323]
rehire-ad [939,209,1118,344]
column-4-classifieds [939,110,1118,1230]
story-body: ভাইরাল ভিডিওতে দেখা যায়, দুমকি উপজেলার একটি ভোটকেন্দ্রের গোপন কক্ষে প্রকাশ্যে ব্যালটে সিল মারা হচ্ছে। বিষয়টি জানাজানি হলে এলাকায় চাঞ্চল্যের সৃষ্টি হয়। এ বিষয়ে সংশ্লিষ্ট প্রিজাইডিং কর্মকর্তার বক্তব্য জানতে চাইলে তিনি কিছু বলতে রাজি হননি। জেলা রিটার্নিং কর্মকর্তা জানান, ঘটনাটি তদন্ত করে ব্যবস্থা নেওয়া হবে। [38,932,400,990]
cell-edu: সরকার স্বীকৃত যেকোন কলেজ/বিশ্ববিদ্যালয় থেকে স্নাতক/স্নাতকোত্তর ডিগ্রী [1056,1438,1177,1485]
divider [651,700,928,701]
land-sale-ad [651,1240,830,1344]
cell-perm: ২৫২৫০/- থেকে ৩১১৪০/- [1396,1378,1461,1439]
dateline [1106,50,1314,87]
